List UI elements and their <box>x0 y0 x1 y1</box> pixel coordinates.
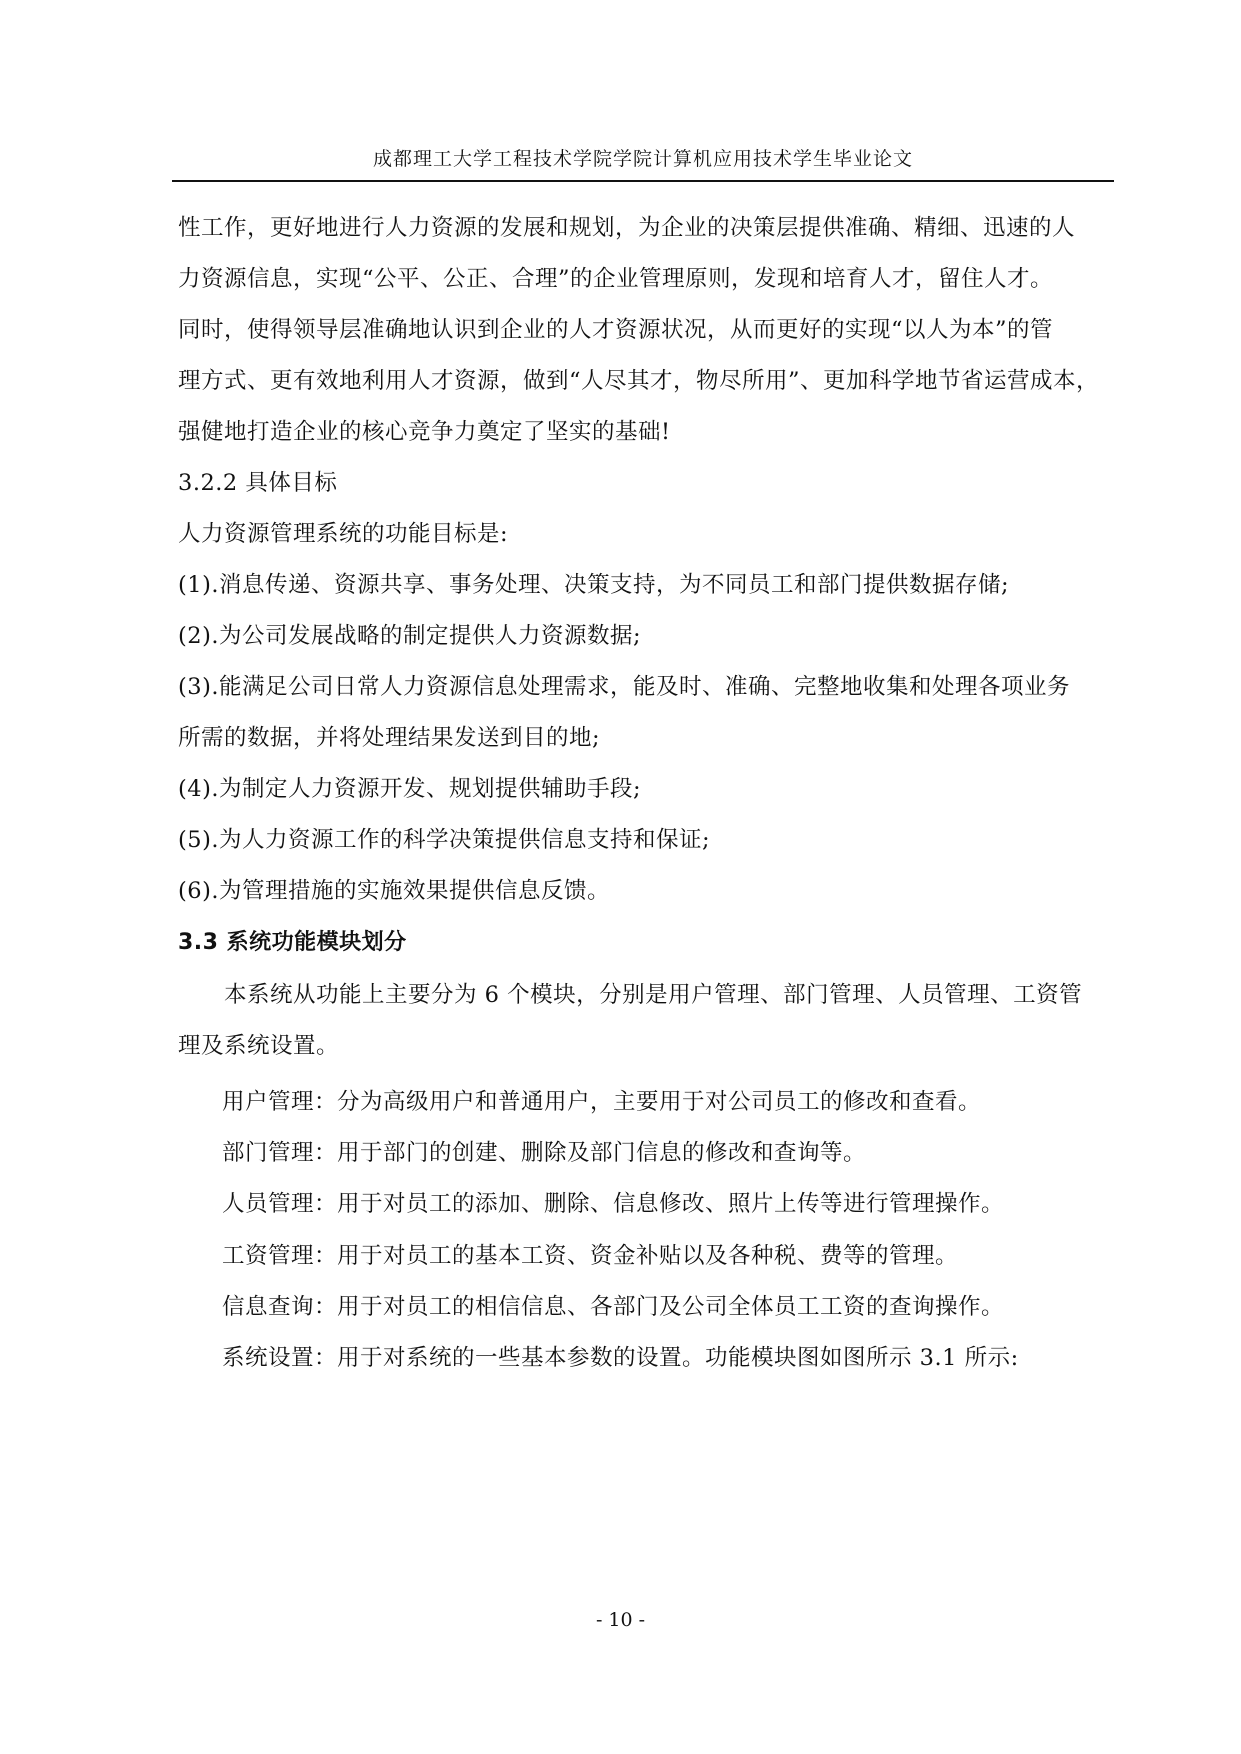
list-item: (2).为公司发展战略的制定提供人力资源数据; <box>178 623 642 649</box>
paragraph-line: 力资源信息，实现“公平、公正、合理”的企业管理原则，发现和培育人才，留住人才。 <box>178 266 1054 292</box>
list-item: 所需的数据，并将处理结果发送到目的地; <box>178 725 601 751</box>
module-description: 工资管理：用于对员工的基本工资、资金补贴以及各种税、费等的管理。 <box>222 1243 959 1269</box>
page-header: 成都理工大学工程技术学院学院计算机应用技术学生毕业论文 <box>172 144 1114 182</box>
page-number: - 10 - <box>595 1609 646 1631</box>
paragraph-line: 理方式、更有效地利用人才资源，做到“人尽其才，物尽所用”、更加科学地节省运营成本， <box>178 368 1100 394</box>
paragraph-line: 同时，使得领导层准确地认识到企业的人才资源状况，从而更好的实现“以人为本”的管 <box>178 317 1054 343</box>
list-item: (4).为制定人力资源开发、规划提供辅助手段; <box>178 776 642 802</box>
paragraph-line: 人力资源管理系统的功能目标是: <box>178 521 509 547</box>
module-description: 用户管理：分为高级用户和普通用户，主要用于对公司员工的修改和查看。 <box>222 1089 982 1115</box>
paragraph-line: 理及系统设置。 <box>178 1033 340 1059</box>
module-description: 部门管理：用于部门的创建、删除及部门信息的修改和查询等。 <box>222 1140 867 1166</box>
module-description: 人员管理：用于对员工的添加、删除、信息修改、照片上传等进行管理操作。 <box>222 1191 1005 1217</box>
list-item: (6).为管理措施的实施效果提供信息反馈。 <box>178 878 611 904</box>
section-heading: 3.3 系统功能模块划分 <box>178 930 407 955</box>
section-heading: 3.2.2 具体目标 <box>178 470 338 496</box>
paragraph-line: 强健地打造企业的核心竞争力奠定了坚实的基础! <box>178 419 671 445</box>
module-description: 信息查询：用于对员工的相信信息、各部门及公司全体员工工资的查询操作。 <box>222 1294 1005 1320</box>
paragraph-line: 本系统从功能上主要分为 6 个模块，分别是用户管理、部门管理、人员管理、工资管 <box>224 982 1083 1008</box>
paragraph-line: 性工作，更好地进行人力资源的发展和规划，为企业的决策层提供准确、精细、迅速的人 <box>178 215 1076 241</box>
list-item: (3).能满足公司日常人力资源信息处理需求，能及时、准确、完整地收集和处理各项业务 <box>178 674 1071 700</box>
module-description: 系统设置：用于对系统的一些基本参数的设置。功能模块图如图所示 3.1 所示: <box>222 1345 1019 1371</box>
list-item: (1).消息传递、资源共享、事务处理、决策支持，为不同员工和部门提供数据存储; <box>178 572 1010 598</box>
list-item: (5).为人力资源工作的科学决策提供信息支持和保证; <box>178 827 711 853</box>
